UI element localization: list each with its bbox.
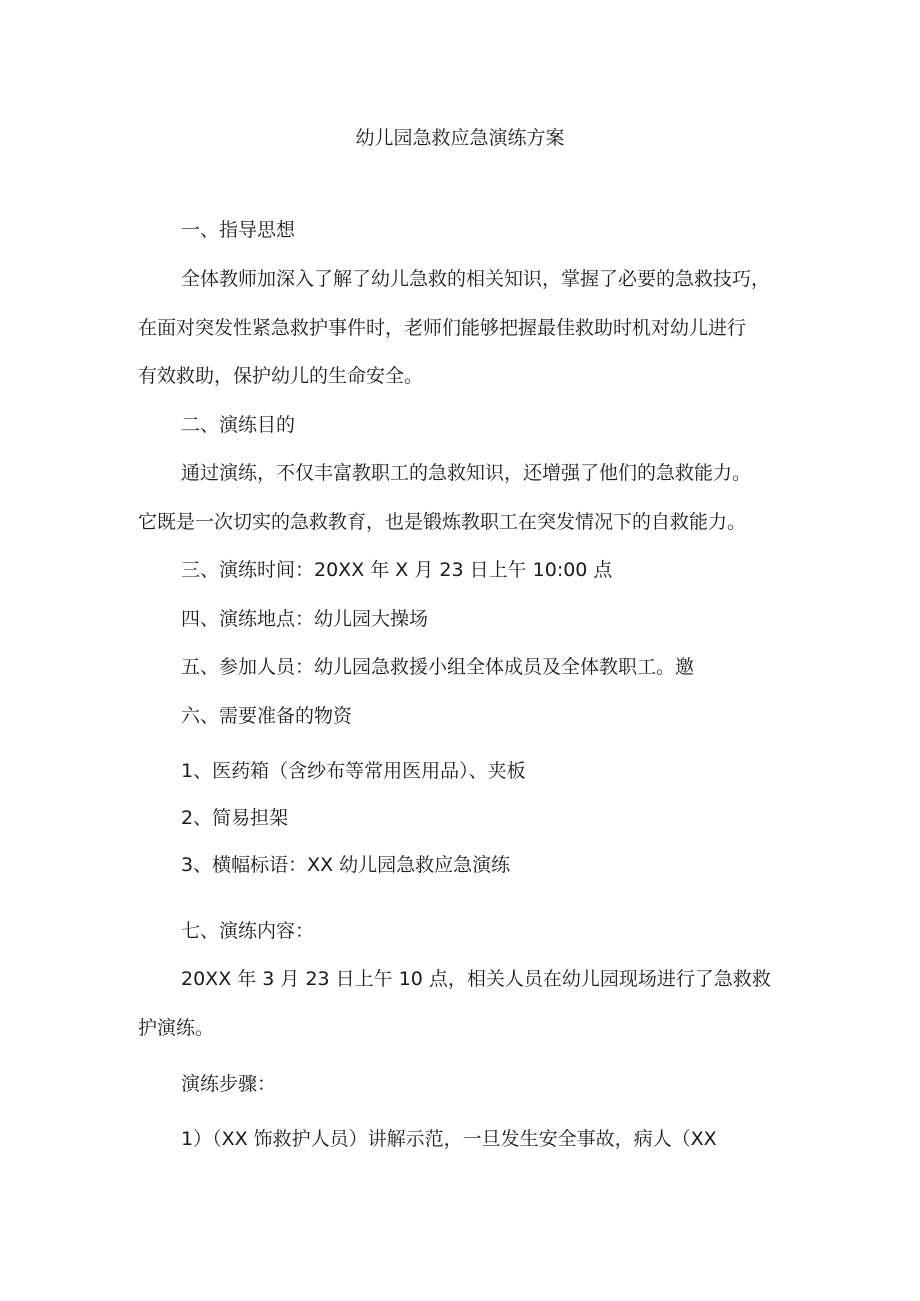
document-title: 幼儿园急救应急演练方案 <box>355 127 565 149</box>
steps-heading: 演练步骤： <box>181 1073 277 1095</box>
paragraph-line: 它既是一次切实的急救教育，也是锻炼教职工在突发情况下的自救能力。 <box>138 511 747 533</box>
paragraph-line: 护演练。 <box>138 1017 215 1039</box>
section-heading-drill-content: 七、演练内容： <box>181 920 315 942</box>
section-heading-guiding-ideology: 一、指导思想 <box>181 219 296 241</box>
section-drill-time: 三、演练时间：20XX 年 X 月 23 日上午 10:00 点 <box>181 559 613 581</box>
paragraph-line: 20XX 年 3 月 23 日上午 10 点，相关人员在幼儿园现场进行了急救救 <box>181 968 771 990</box>
section-heading-materials: 六、需要准备的物资 <box>181 705 353 727</box>
list-item: 3、横幅标语：XX 幼儿园急救应急演练 <box>181 854 511 876</box>
step-item: 1）（XX 饰救护人员）讲解示范，一旦发生安全事故，病人（XX <box>181 1128 717 1150</box>
section-heading-drill-purpose: 二、演练目的 <box>181 414 296 436</box>
section-participants: 五、参加人员：幼儿园急救援小组全体成员及全体教职工。邀 <box>181 656 695 678</box>
paragraph-line: 全体教师加深入了解了幼儿急救的相关知识，掌握了必要的急救技巧， <box>181 268 771 290</box>
list-item: 2、简易担架 <box>181 807 289 829</box>
section-drill-location: 四、演练地点：幼儿园大操场 <box>181 608 429 630</box>
paragraph-line: 在面对突发性紧急救护事件时，老师们能够把握最佳救助时机对幼儿进行 <box>138 317 747 339</box>
paragraph-line: 通过演练，不仅丰富教职工的急救知识，还增强了他们的急救能力。 <box>181 462 752 484</box>
paragraph-line: 有效救助，保护幼儿的生命安全。 <box>138 365 424 387</box>
list-item: 1、医药箱（含纱布等常用医用品）、夹板 <box>181 760 526 782</box>
